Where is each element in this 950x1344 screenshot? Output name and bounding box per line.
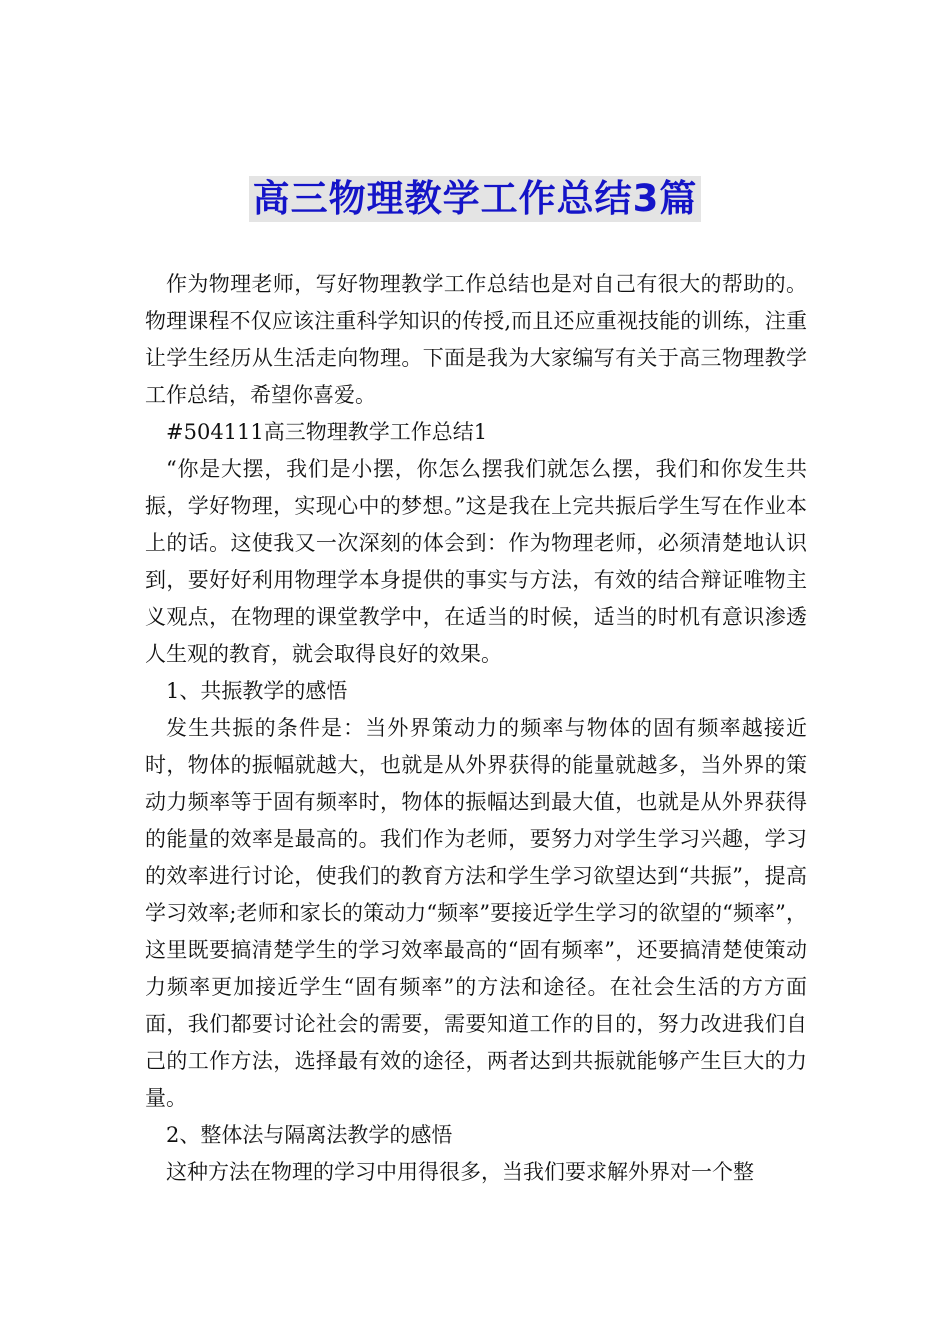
- title-container: [0, 176, 950, 222]
- subsection-heading-whole-isolation: 2、整体法与隔离法教学的感悟: [166, 1123, 453, 1147]
- subsection-heading-resonance: 1、共振教学的感悟: [166, 679, 348, 703]
- section-heading-1: #504111高三物理教学工作总结1: [166, 420, 488, 444]
- document-title: 高三物理教学工作总结3篇: [249, 176, 702, 222]
- paragraph-resonance-detail: 发生共振的条件是：当外界策动力的频率与物体的固有频率越接近时，物体的振幅就越大，也就是从外界获得的能量就越多，当外界的策动力频率等于固有频率时，物体的振幅达到最大值，也就是从外界获得的能量的效率是最高的。我们作为老师，要努力对学生学习兴趣，学习的效率进行讨论，使我们的教育方法和学生学习欲望达到“共振”，提高学习效率;老师和家长的策动力“频率”要接近学生学习的欲望的“频率”，这里既要搞清楚学生的学习效率最高的“固有频率”，还要搞清楚使策动力频率更加接近学生“固有频率”的方法和途径。在社会生活的方方面面，我们都要讨论社会的需要，需要知道工作的目的，努力改进我们自己的工作方法，选择最有效的途径，两者达到共振就能够产生巨大的力量。: [145, 716, 807, 1110]
- paragraph-intro: 作为物理老师，写好物理教学工作总结也是对自己有很大的帮助的。物理课程不仅应该注重科学知识的传授,而且还应重视技能的训练，注重让学生经历从生活走向物理。下面是我为大家编写有关于高三物理教学工作总结，希望你喜爱。: [145, 272, 807, 407]
- paragraph-whole-isolation: 这种方法在物理的学习中用得很多，当我们要求解外界对一个整: [166, 1160, 754, 1184]
- paragraph-resonance-quote: “你是大摆，我们是小摆，你怎么摆我们就怎么摆，我们和你发生共振，学好物理，实现心中的梦想。”这是我在上完共振后学生写在作业本上的话。这使我又一次深刻的体会到：作为物理老师，必须清楚地认识到，要好好利用物理学本身提供的事实与方法，有效的结合辩证唯物主义观点，在物理的课堂教学中，在适当的时候，适当的时机有意识渗透人生观的教育，就会取得良好的效果。: [145, 457, 807, 666]
- document-body: [145, 266, 807, 1191]
